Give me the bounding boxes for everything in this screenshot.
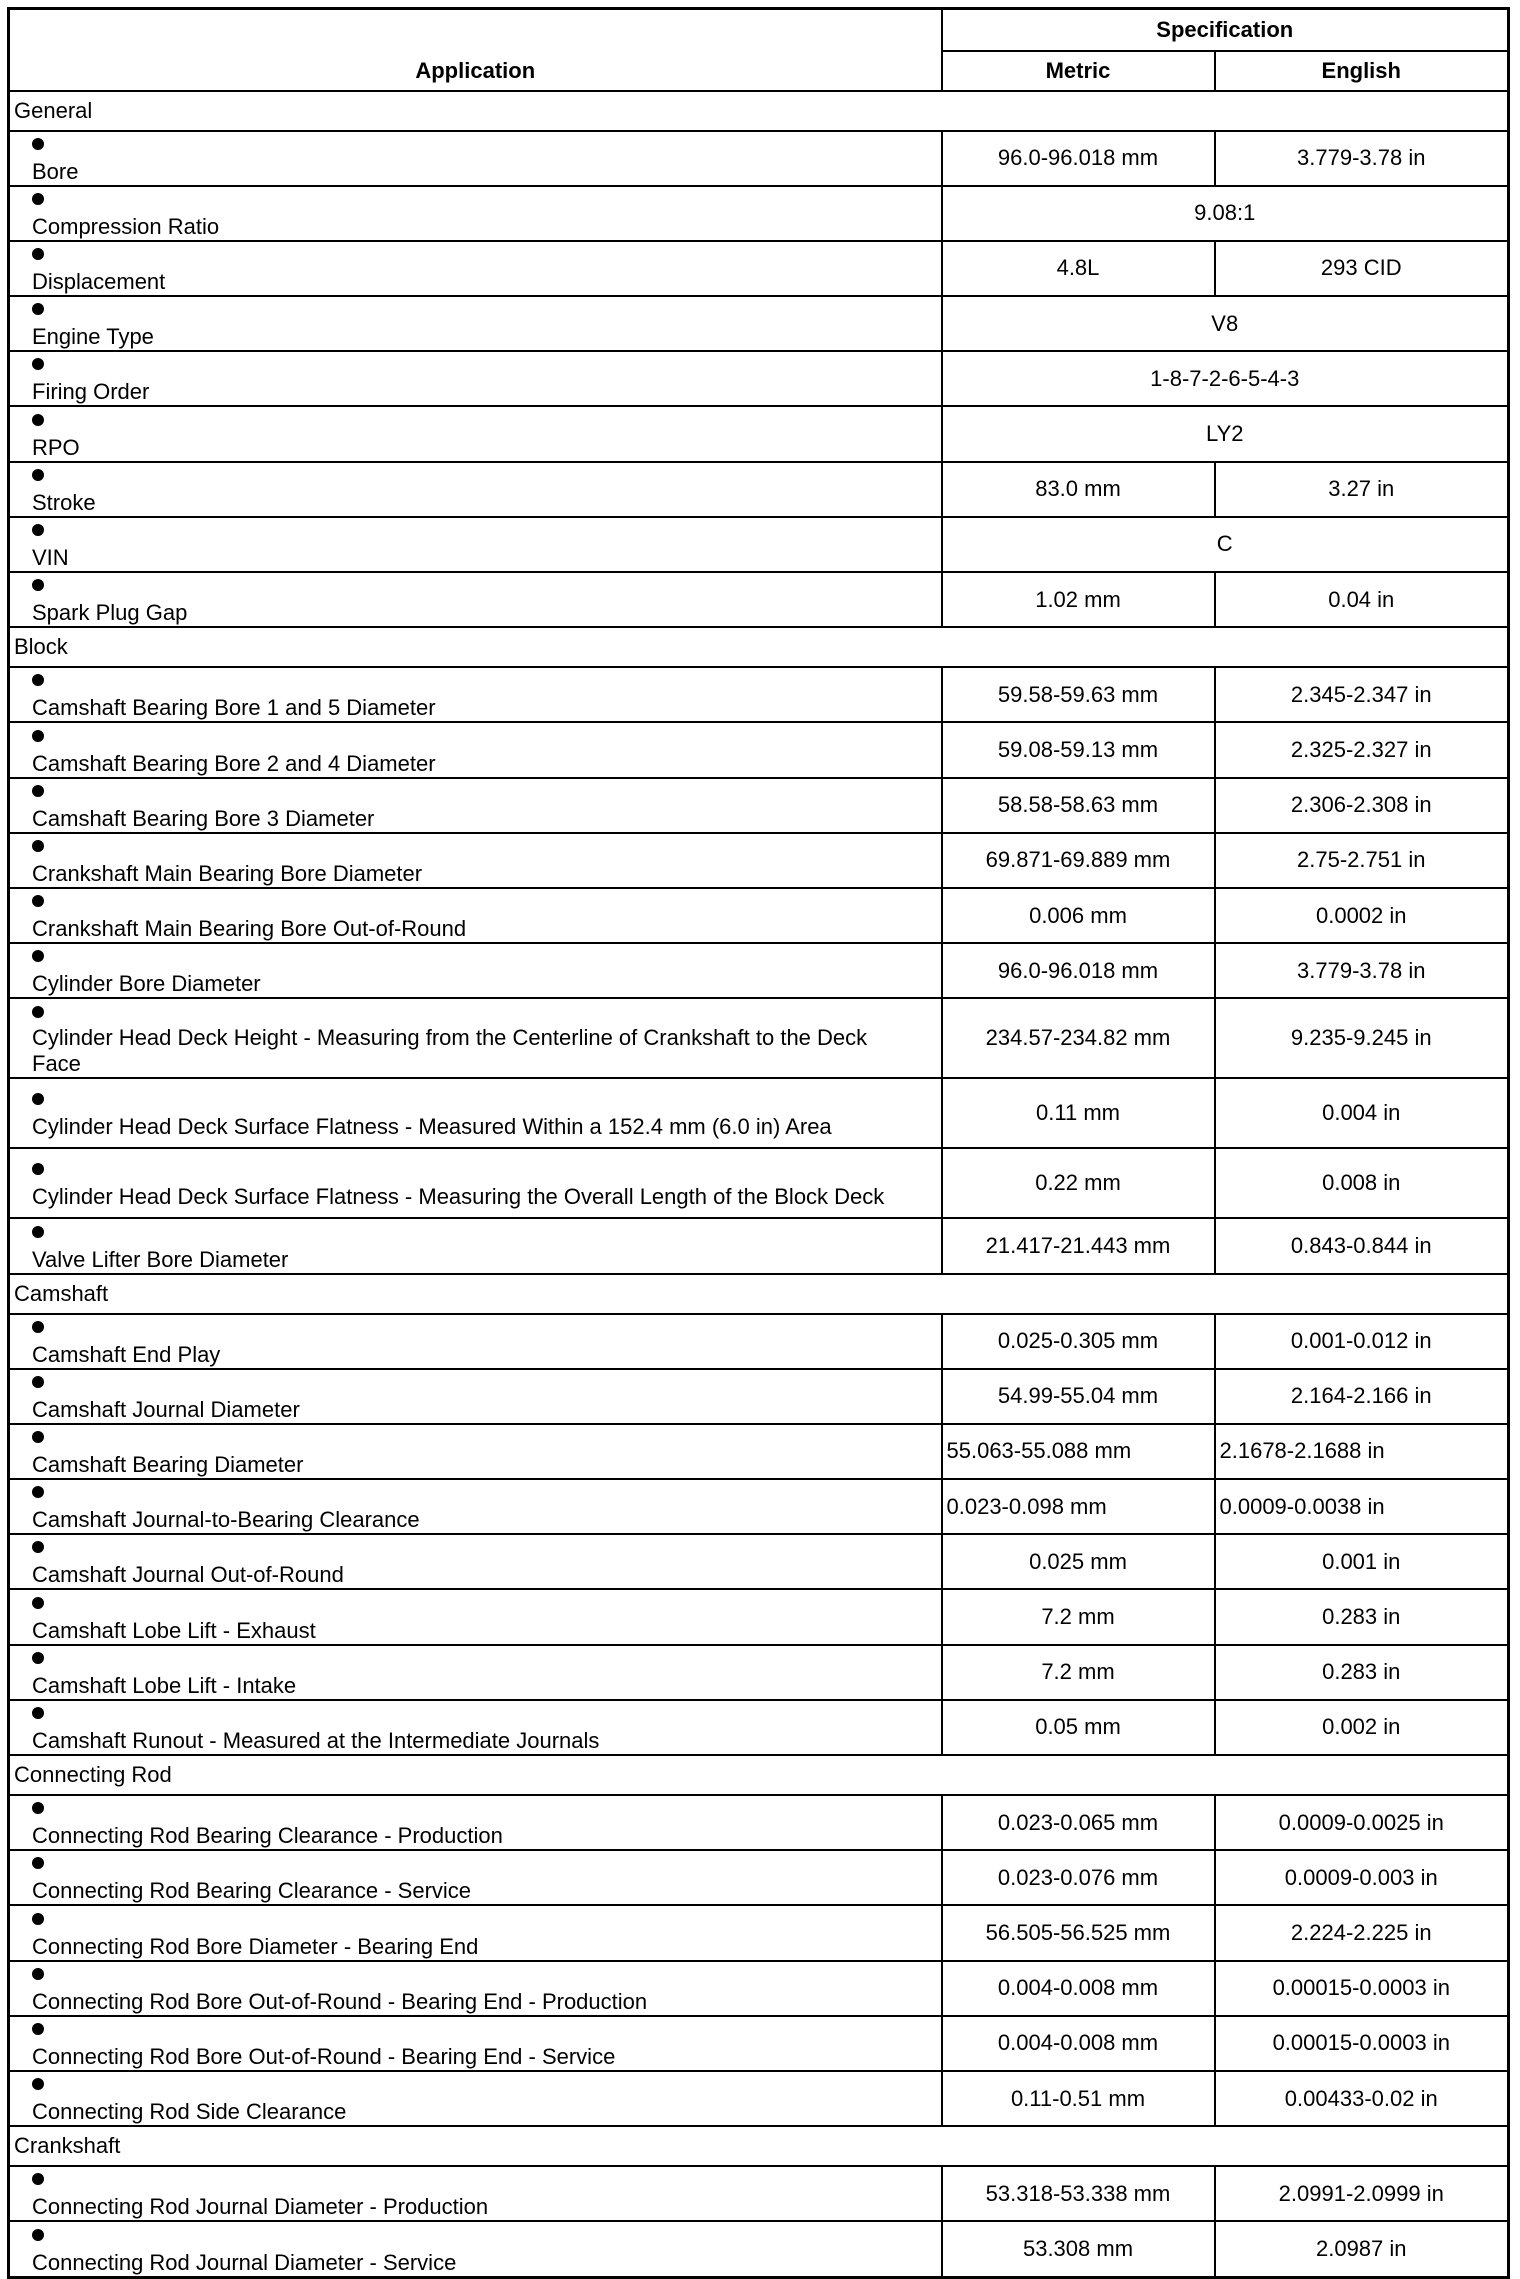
bullet-icon: [32, 579, 44, 591]
application-cell: [9, 778, 942, 833]
application-label: Crankshaft Main Bearing Bore Diameter: [32, 860, 423, 886]
application-label: Connecting Rod Bearing Clearance - Service: [32, 1878, 472, 1904]
metric-value: 96.0-96.018 mm: [942, 943, 1215, 998]
table-row: [9, 296, 1509, 351]
table-row: [9, 722, 1509, 777]
table-row: [9, 833, 1509, 888]
bullet-icon: [32, 138, 44, 150]
application-cell: [9, 2016, 942, 2071]
table-row: [9, 462, 1509, 517]
application-cell: [9, 667, 942, 722]
table-row: [9, 1645, 1509, 1700]
english-value: 2.0991-2.0999 in: [1215, 2166, 1509, 2221]
bullet-icon: [32, 303, 44, 315]
application-cell: [9, 722, 942, 777]
table-row: [9, 2166, 1509, 2221]
english-value: 0.00015-0.0003 in: [1215, 2016, 1509, 2071]
bullet-icon: [32, 1486, 44, 1498]
table-row: [9, 186, 1509, 241]
application-cell: [9, 833, 942, 888]
spec-value: 9.08:1: [942, 186, 1509, 241]
table-row: [9, 406, 1509, 461]
metric-value: 55.063-55.088 mm: [942, 1424, 1215, 1479]
application-label: Camshaft Journal-to-Bearing Clearance: [32, 1507, 420, 1533]
english-value: 0.04 in: [1215, 572, 1509, 627]
specification-table: [7, 7, 1510, 2279]
application-label: Cylinder Head Deck Height - Measuring from the Centerline of Crankshaft to the Deck Face: [32, 1025, 868, 1077]
application-label: Connecting Rod Bearing Clearance - Production: [32, 1823, 503, 1849]
application-cell: [9, 1218, 942, 1273]
section-title: Connecting Rod: [9, 1755, 1509, 1795]
bullet-icon: [32, 1913, 44, 1925]
metric-value: 21.417-21.443 mm: [942, 1218, 1215, 1273]
bullet-icon: [32, 1597, 44, 1609]
application-label: Stroke: [32, 489, 96, 515]
application-label: Connecting Rod Journal Diameter - Service: [32, 2249, 457, 2275]
metric-value: 0.22 mm: [942, 1148, 1215, 1218]
table-row: [9, 1795, 1509, 1850]
metric-value: 56.505-56.525 mm: [942, 1905, 1215, 1960]
english-value: 2.1678-2.1688 in: [1215, 1424, 1509, 1479]
application-label: VIN: [32, 545, 69, 570]
english-value: 0.843-0.844 in: [1215, 1218, 1509, 1273]
bullet-icon: [32, 193, 44, 205]
application-label: Connecting Rod Bore Diameter - Bearing End: [32, 1933, 479, 1959]
application-label: Cylinder Head Deck Surface Flatness - Measured Within a 152.4 mm (6.0 in) Area: [32, 1113, 832, 1139]
metric-value: 53.318-53.338 mm: [942, 2166, 1215, 2221]
metric-value: 0.023-0.098 mm: [942, 1479, 1215, 1534]
metric-value: 58.58-58.63 mm: [942, 778, 1215, 833]
english-value: 0.0002 in: [1215, 888, 1509, 943]
table-row: [9, 131, 1509, 186]
application-label: Camshaft Bearing Bore 2 and 4 Diameter: [32, 750, 436, 776]
application-label: Connecting Rod Bore Out-of-Round - Bearing End - Service: [32, 2043, 616, 2069]
bullet-icon: [32, 1376, 44, 1388]
application-label: Camshaft Journal Diameter: [32, 1396, 300, 1422]
bullet-icon: [32, 1163, 44, 1175]
english-value: 0.00015-0.0003 in: [1215, 1961, 1509, 2016]
metric-value: 59.08-59.13 mm: [942, 722, 1215, 777]
application-cell: [9, 1850, 942, 1905]
application-label: Connecting Rod Journal Diameter - Production: [32, 2194, 489, 2220]
bullet-icon: [32, 730, 44, 742]
metric-value: 0.025 mm: [942, 1534, 1215, 1589]
metric-value: 0.004-0.008 mm: [942, 2016, 1215, 2071]
metric-value: 1.02 mm: [942, 572, 1215, 627]
application-cell: [9, 943, 942, 998]
metric-value: 0.006 mm: [942, 888, 1215, 943]
metric-value: 7.2 mm: [942, 1645, 1215, 1700]
english-value: 0.283 in: [1215, 1645, 1509, 1700]
bullet-icon: [32, 1093, 44, 1105]
metric-value: 54.99-55.04 mm: [942, 1369, 1215, 1424]
header-english: English: [1215, 51, 1509, 91]
application-label: Cylinder Head Deck Surface Flatness - Measuring the Overall Length of the Block Deck: [32, 1183, 885, 1209]
metric-value: 234.57-234.82 mm: [942, 998, 1215, 1078]
bullet-icon: [32, 2078, 44, 2090]
table-row: [9, 778, 1509, 833]
application-label: Camshaft Bearing Bore 3 Diameter: [32, 805, 375, 831]
bullet-icon: [32, 2173, 44, 2185]
application-cell: [9, 2071, 942, 2126]
application-cell: [9, 572, 942, 627]
bullet-icon: [32, 1541, 44, 1553]
metric-value: 0.11-0.51 mm: [942, 2071, 1215, 2126]
table-row: [9, 517, 1509, 572]
table-row: [9, 888, 1509, 943]
english-value: 0.001-0.012 in: [1215, 1314, 1509, 1369]
application-label: Connecting Rod Side Clearance: [32, 2099, 347, 2125]
application-label: RPO: [32, 434, 80, 460]
english-value: 2.75-2.751 in: [1215, 833, 1509, 888]
application-label: Valve Lifter Bore Diameter: [32, 1246, 289, 1272]
english-value: 293 CID: [1215, 241, 1509, 296]
application-cell: [9, 406, 942, 461]
application-cell: [9, 186, 942, 241]
bullet-icon: [32, 414, 44, 426]
english-value: 0.008 in: [1215, 1148, 1509, 1218]
application-label: Compression Ratio: [32, 213, 220, 239]
english-value: 9.235-9.245 in: [1215, 998, 1509, 1078]
application-cell: [9, 1534, 942, 1589]
spec-value: 1-8-7-2-6-5-4-3: [942, 351, 1509, 406]
english-value: 0.002 in: [1215, 1700, 1509, 1755]
bullet-icon: [32, 1226, 44, 1238]
bullet-icon: [32, 840, 44, 852]
application-label: Camshaft Runout - Measured at the Intermediate Journals: [32, 1728, 600, 1753]
application-cell: [9, 1795, 942, 1850]
section-row: [9, 91, 1509, 131]
application-cell: [9, 1961, 942, 2016]
section-title: Block: [9, 627, 1509, 667]
header-specification: Specification: [942, 9, 1509, 51]
bullet-icon: [32, 1968, 44, 1980]
application-cell: [9, 462, 942, 517]
english-value: 2.325-2.327 in: [1215, 722, 1509, 777]
application-cell: [9, 131, 942, 186]
metric-value: 59.58-59.63 mm: [942, 667, 1215, 722]
english-value: 3.779-3.78 in: [1215, 131, 1509, 186]
application-label: Crankshaft Main Bearing Bore Out-of-Round: [32, 916, 467, 942]
bullet-icon: [32, 2229, 44, 2241]
application-cell: [9, 998, 942, 1078]
table-row: [9, 667, 1509, 722]
table-row: [9, 943, 1509, 998]
application-label: Displacement: [32, 269, 166, 295]
table-body: [9, 91, 1509, 2278]
application-cell: [9, 1905, 942, 1960]
application-cell: [9, 1424, 942, 1479]
application-cell: [9, 296, 942, 351]
english-value: 2.164-2.166 in: [1215, 1369, 1509, 1424]
section-row: [9, 1755, 1509, 1795]
application-cell: [9, 2166, 942, 2221]
metric-value: 0.004-0.008 mm: [942, 1961, 1215, 2016]
bullet-icon: [32, 1431, 44, 1443]
table-row: [9, 1078, 1509, 1148]
spec-value: C: [942, 517, 1509, 572]
table-row: [9, 1961, 1509, 2016]
application-label: Engine Type: [32, 324, 154, 350]
section-row: [9, 627, 1509, 667]
application-cell: [9, 1314, 942, 1369]
bullet-icon: [32, 1802, 44, 1814]
section-title: General: [9, 91, 1509, 131]
english-value: 3.27 in: [1215, 462, 1509, 517]
metric-value: 7.2 mm: [942, 1589, 1215, 1644]
metric-value: 0.023-0.076 mm: [942, 1850, 1215, 1905]
english-value: 0.00433-0.02 in: [1215, 2071, 1509, 2126]
table-row: [9, 1850, 1509, 1905]
table-row: [9, 1369, 1509, 1424]
application-cell: [9, 1589, 942, 1644]
spec-value: LY2: [942, 406, 1509, 461]
bullet-icon: [32, 524, 44, 536]
english-value: 0.0009-0.0038 in: [1215, 1479, 1509, 1534]
application-cell: [9, 2221, 942, 2277]
table-row: [9, 241, 1509, 296]
bullet-icon: [32, 1321, 44, 1333]
application-label: Camshaft Bearing Diameter: [32, 1452, 304, 1478]
metric-value: 83.0 mm: [942, 462, 1215, 517]
table-row: [9, 2016, 1509, 2071]
table-row: [9, 1424, 1509, 1479]
table-row: [9, 998, 1509, 1078]
application-cell: [9, 1645, 942, 1700]
metric-value: 53.308 mm: [942, 2221, 1215, 2277]
application-label: Bore: [32, 158, 79, 184]
section-title: Crankshaft: [9, 2126, 1509, 2166]
table-row: [9, 2221, 1509, 2277]
metric-value: 0.023-0.065 mm: [942, 1795, 1215, 1850]
application-label: Camshaft End Play: [32, 1341, 221, 1367]
english-value: 3.779-3.78 in: [1215, 943, 1509, 998]
application-label: Firing Order: [32, 379, 150, 405]
english-value: 0.0009-0.0025 in: [1215, 1795, 1509, 1850]
spec-value: V8: [942, 296, 1509, 351]
metric-value: 0.025-0.305 mm: [942, 1314, 1215, 1369]
bullet-icon: [32, 950, 44, 962]
bullet-icon: [32, 1707, 44, 1719]
bullet-icon: [32, 674, 44, 686]
table-row: [9, 1218, 1509, 1273]
metric-value: 0.11 mm: [942, 1078, 1215, 1148]
english-value: 2.224-2.225 in: [1215, 1905, 1509, 1960]
application-cell: [9, 1078, 942, 1148]
application-label: Camshaft Journal Out-of-Round: [32, 1562, 344, 1588]
english-value: 2.306-2.308 in: [1215, 778, 1509, 833]
section-title: Camshaft: [9, 1274, 1509, 1314]
metric-value: 69.871-69.889 mm: [942, 833, 1215, 888]
bullet-icon: [32, 1652, 44, 1664]
english-value: 0.004 in: [1215, 1078, 1509, 1148]
table-row: [9, 1700, 1509, 1755]
application-label: Connecting Rod Bore Out-of-Round - Bearing End - Production: [32, 1988, 648, 2014]
table-row: [9, 1589, 1509, 1644]
bullet-icon: [32, 895, 44, 907]
english-value: 2.345-2.347 in: [1215, 667, 1509, 722]
metric-value: 4.8L: [942, 241, 1215, 296]
table-row: [9, 572, 1509, 627]
application-label: Camshaft Lobe Lift - Exhaust: [32, 1617, 316, 1643]
section-row: [9, 1274, 1509, 1314]
bullet-icon: [32, 1857, 44, 1869]
application-cell: [9, 1148, 942, 1218]
header-application: Application: [9, 9, 942, 91]
application-cell: [9, 517, 942, 572]
metric-value: 0.05 mm: [942, 1700, 1215, 1755]
english-value: 0.0009-0.003 in: [1215, 1850, 1509, 1905]
bullet-icon: [32, 469, 44, 481]
application-cell: [9, 351, 942, 406]
application-cell: [9, 241, 942, 296]
section-row: [9, 2126, 1509, 2166]
application-label: Camshaft Bearing Bore 1 and 5 Diameter: [32, 695, 436, 721]
bullet-icon: [32, 2023, 44, 2035]
table-row: [9, 1314, 1509, 1369]
bullet-icon: [32, 358, 44, 370]
application-label: Camshaft Lobe Lift - Intake: [32, 1672, 297, 1698]
application-label: Cylinder Bore Diameter: [32, 971, 261, 997]
english-value: 0.283 in: [1215, 1589, 1509, 1644]
table-row: [9, 1148, 1509, 1218]
bullet-icon: [32, 785, 44, 797]
metric-value: 96.0-96.018 mm: [942, 131, 1215, 186]
table-row: [9, 1905, 1509, 1960]
bullet-icon: [32, 1006, 44, 1018]
table-row: [9, 2071, 1509, 2126]
application-label: Spark Plug Gap: [32, 600, 188, 626]
english-value: 2.0987 in: [1215, 2221, 1509, 2277]
table-row: [9, 1479, 1509, 1534]
application-cell: [9, 888, 942, 943]
table-row: [9, 351, 1509, 406]
header-metric: Metric: [942, 51, 1215, 91]
table-row: [9, 1534, 1509, 1589]
english-value: 0.001 in: [1215, 1534, 1509, 1589]
application-cell: [9, 1479, 942, 1534]
application-cell: [9, 1700, 942, 1755]
bullet-icon: [32, 248, 44, 260]
application-cell: [9, 1369, 942, 1424]
